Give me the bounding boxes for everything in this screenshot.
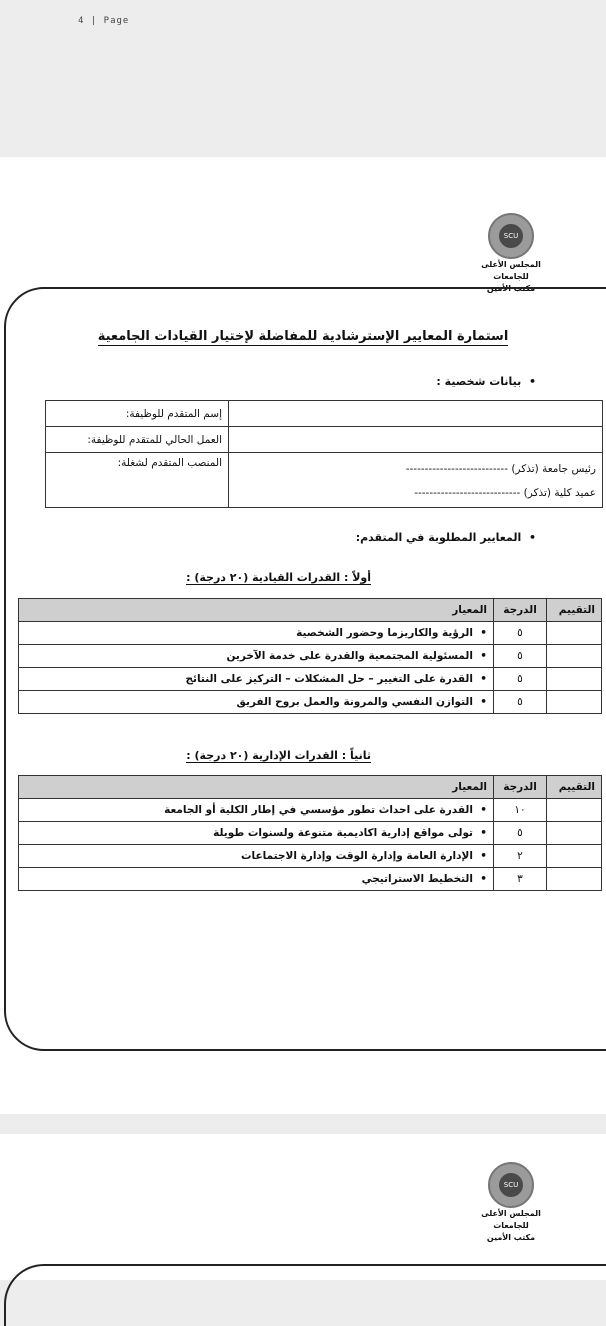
table-row: • الإدارة العامة وإدارة الوقت وإدارة الاجتماعات ٢ [19,845,602,868]
rating-cell[interactable] [547,691,602,714]
section1-heading: أولاً : القدرات القيادية (٢٠ درجة) : [186,571,371,584]
position-label: المنصب المتقدم لشغلة: [46,453,229,508]
page-number: 4 | Page [78,16,130,26]
rating-cell[interactable] [547,868,602,891]
council-logo-page2 [471,1162,551,1244]
form-title: استمارة المعايير الإسترشادية للمفاضلة لإختيار القيادات الجامعية [97,329,509,344]
logo-line1: المجلس الأعلى للجامعات [481,1209,541,1230]
administrative-table [18,775,602,891]
current-job-field[interactable] [229,427,603,453]
table-row: • التوازن النفسي والمرونة والعمل بروح الفريق ٥ [19,691,602,714]
table-row: • تولى مواقع إدارية اكاديمية متنوعة ولسنوات طويلة ٥ [19,822,602,845]
rating-cell[interactable] [547,822,602,845]
section2-heading: ثانياً : القدرات الإدارية (٢٠ درجة) : [186,749,371,762]
seal-icon: SCU [488,213,534,259]
page-frame [4,1264,606,1326]
next-document-page [0,1134,606,1280]
current-job-label: العمل الحالي للمتقدم للوظيفة: [46,427,229,453]
logo-line2: مكتب الأمين [486,284,536,293]
seal-icon: SCU [488,1162,534,1208]
document-page [0,157,606,1114]
col-criterion: المعيار [19,776,494,799]
logo-line1: المجلس الأعلى للجامعات [481,260,541,281]
personal-heading: • بيانات شخصية : [436,375,536,388]
table-row: • المسئولية المجتمعية والقدرة على خدمة الآخرين ٥ [19,645,602,668]
criteria-heading: • المعايير المطلوبة في المتقدم: [355,531,536,544]
rating-cell[interactable] [547,622,602,645]
col-criterion: المعيار [19,599,494,622]
col-rating: التقييم [547,599,602,622]
table-row: • القدرة على التغيير – حل المشكلات – التركيز على النتائج ٥ [19,668,602,691]
applicant-name-label: إسم المتقدم للوظيفة: [46,401,229,427]
rating-cell[interactable] [547,645,602,668]
logo-line2: مكتب الأمين [486,1233,536,1242]
col-rating: التقييم [547,776,602,799]
rating-cell[interactable] [547,799,602,822]
rating-cell[interactable] [547,668,602,691]
leadership-table [18,598,602,714]
rating-cell[interactable] [547,845,602,868]
table-row: • التخطيط الاستراتيجي ٣ [19,868,602,891]
table-row: • القدرة على احداث تطور مؤسسي في إطار الكلية أو الجامعة ١٠ [19,799,602,822]
position-options[interactable] [229,453,603,508]
option-university-president: رئيس جامعة (تذكر) --------------------------- [405,463,596,475]
applicant-name-field[interactable] [229,401,603,427]
table-row: • الرؤية والكاريزما وحضور الشخصية ٥ [19,622,602,645]
col-score: الدرجة [494,776,547,799]
option-college-dean: عميد كلية (تذكر) ---------------------------- [414,487,596,499]
personal-table [45,400,603,508]
council-logo [471,213,551,295]
col-score: الدرجة [494,599,547,622]
